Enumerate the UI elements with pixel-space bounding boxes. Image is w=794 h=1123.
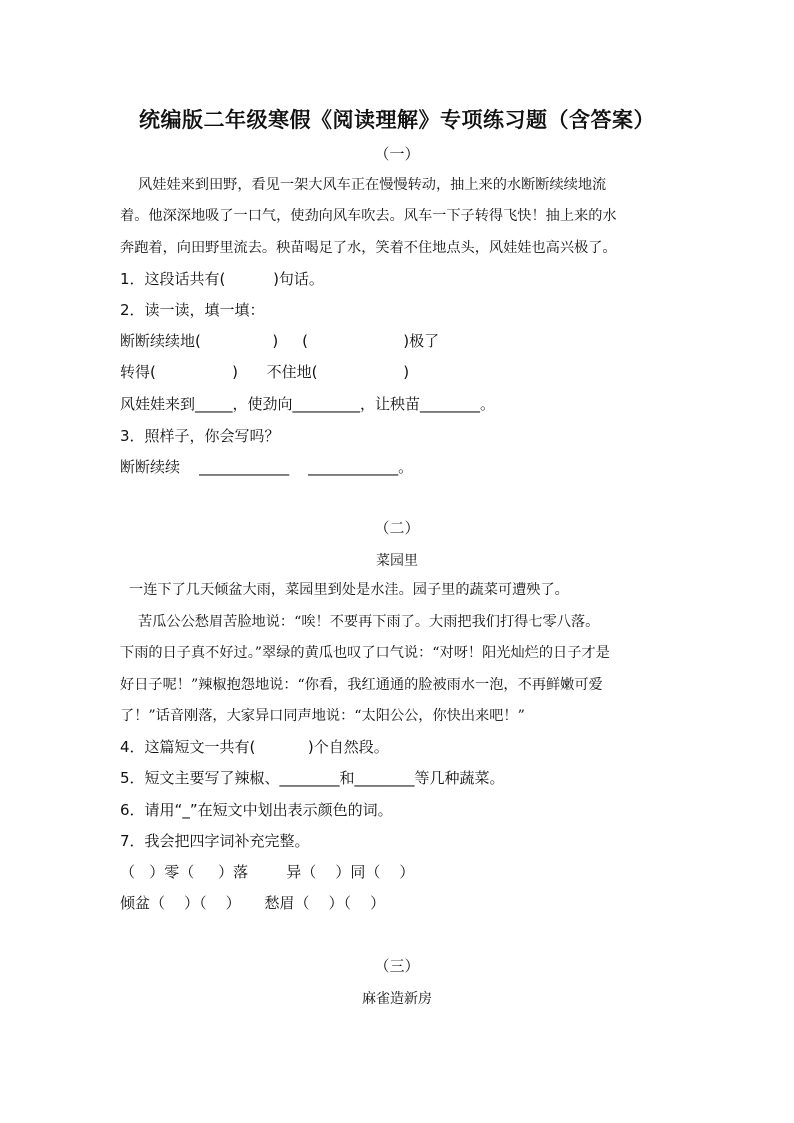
passage-two-line: 一连下了几天倾盆大雨，菜园里到处是水洼。园子里的蔬菜可遭殃了。 xyxy=(120,582,569,598)
question-2: 2．读一读，填一填： xyxy=(120,301,265,319)
passage-two-line: 下雨的日子真不好过。”翠绿的黄瓜也叹了口气说：“对呀！阳光灿烂的日子才是 xyxy=(120,645,610,661)
question-4: 4．这篇短文一共有( )个自然段。 xyxy=(120,738,389,756)
question-6: 6．请用“_”在短文中划出表示颜色的词。 xyxy=(120,801,393,819)
question-7-row-2: 倾盆（ ）（ ） 愁眉（ ）（ ） xyxy=(120,894,386,912)
passage-one-line: 着。他深深地吸了一口气，使劲向风车吹去。风车一下子转得飞快！抽上来的水 xyxy=(120,208,617,224)
question-2-row-3: 风娃娃来到_____，使劲向_________，让秧苗________。 xyxy=(120,395,496,413)
question-2-row-1: 断断续续地( ) ( )极了 xyxy=(120,332,440,350)
passage-one-line: 风娃娃来到田野，看见一架大风车正在慢慢转动，抽上来的水断断续续地流 xyxy=(120,177,607,193)
passage-two-line: 了！”话音刚落，大家异口同声地说：“太阳公公，你快出来吧！” xyxy=(120,708,525,724)
passage-three-title: 麻雀造新房 xyxy=(362,991,432,1007)
document-title: 统编版二年级寒假《阅读理解》专项练习题（含答案） xyxy=(139,108,655,132)
passage-two-line: 好日子呢！”辣椒抱怨地说：“你看，我红通通的脸被雨水一泡，不再鲜嫩可爱 xyxy=(120,677,603,693)
question-1: 1．这段话共有( )句话。 xyxy=(120,270,324,288)
question-5: 5．短文主要写了辣椒、________和________等几种蔬菜。 xyxy=(120,769,505,787)
section-one-heading: （一） xyxy=(374,145,420,163)
question-3: 3．照样子，你会写吗？ xyxy=(120,427,280,445)
question-2-row-2: 转得( ) 不住地( ) xyxy=(120,363,410,381)
question-7-row-1: （ ）零（ ）落 异（ ）同（ ） xyxy=(120,863,415,881)
section-two-heading: （二） xyxy=(374,519,420,537)
question-7: 7．我会把四字词补充完整。 xyxy=(120,832,310,850)
passage-two-line: 苦瓜公公愁眉苦脸地说：“唉！不要再下雨了。大雨把我们打得七零八落。 xyxy=(120,614,600,630)
question-3-example: 断断续续 ____________ ____________。 xyxy=(120,458,414,476)
passage-two-title: 菜园里 xyxy=(376,553,418,569)
passage-one-line: 奔跑着，向田野里流去。秧苗喝足了水，笑着不住地点头，风娃娃也高兴极了。 xyxy=(120,240,617,256)
section-three-heading: （三） xyxy=(374,957,420,975)
